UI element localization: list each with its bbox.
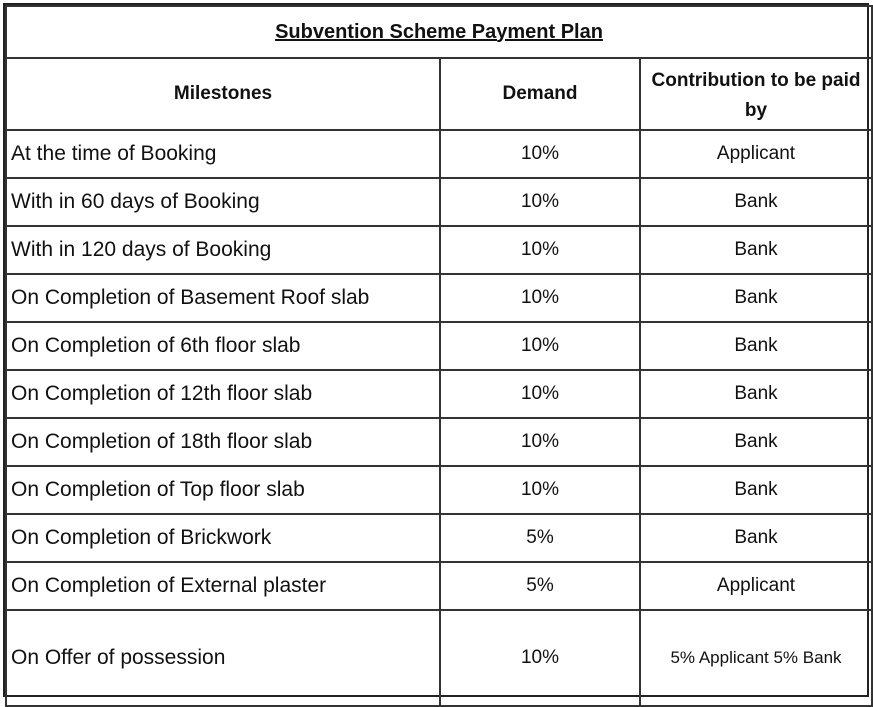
demand-cell: 10% [440, 466, 640, 514]
paid-by-cell: Bank [640, 466, 872, 514]
column-header-contribution: Contribution to be paid by [640, 58, 872, 130]
milestone-cell: On Offer of possession [6, 610, 440, 706]
demand-cell: 10% [440, 322, 640, 370]
paid-by-cell: Bank [640, 322, 872, 370]
table-row [6, 226, 872, 274]
milestone-cell: On Completion of 18th floor slab [6, 418, 440, 466]
demand-cell: 10% [440, 274, 640, 322]
table-row [6, 562, 872, 610]
milestone-cell: With in 120 days of Booking [6, 226, 440, 274]
paid-by-cell: Bank [640, 274, 872, 322]
paid-by-cell: Applicant [640, 130, 872, 178]
payment-plan-table [5, 5, 873, 707]
paid-by-cell: 5% Applicant 5% Bank [640, 610, 872, 706]
paid-by-cell: Bank [640, 514, 872, 562]
demand-cell: 5% [440, 514, 640, 562]
table-row [6, 466, 872, 514]
demand-cell: 10% [440, 178, 640, 226]
paid-by-cell: Applicant [640, 562, 872, 610]
table-row [6, 418, 872, 466]
milestone-cell: On Completion of External plaster [6, 562, 440, 610]
demand-cell: 10% [440, 418, 640, 466]
demand-cell: 5% [440, 562, 640, 610]
demand-cell: 10% [440, 130, 640, 178]
demand-cell: 10% [440, 226, 640, 274]
table-title: Subvention Scheme Payment Plan [275, 20, 603, 43]
demand-cell: 10% [440, 610, 640, 706]
title-row [6, 6, 872, 58]
milestone-cell: On Completion of 12th floor slab [6, 370, 440, 418]
table-row [6, 610, 872, 706]
table-row [6, 178, 872, 226]
table-row [6, 370, 872, 418]
column-header-milestones: Milestones [6, 58, 440, 130]
milestone-cell: With in 60 days of Booking [6, 178, 440, 226]
demand-cell: 10% [440, 370, 640, 418]
header-row [6, 58, 872, 130]
milestone-cell: On Completion of Top floor slab [6, 466, 440, 514]
paid-by-cell: Bank [640, 226, 872, 274]
milestone-cell: On Completion of Brickwork [6, 514, 440, 562]
milestone-cell: On Completion of Basement Roof slab [6, 274, 440, 322]
paid-by-cell: Bank [640, 178, 872, 226]
column-header-demand: Demand [440, 58, 640, 130]
table-row [6, 274, 872, 322]
payment-plan-sheet [3, 3, 869, 697]
table-row [6, 130, 872, 178]
milestone-cell: At the time of Booking [6, 130, 440, 178]
milestone-cell: On Completion of 6th floor slab [6, 322, 440, 370]
table-row [6, 514, 872, 562]
table-title-cell [6, 6, 872, 58]
paid-by-cell: Bank [640, 370, 872, 418]
table-row [6, 322, 872, 370]
paid-by-cell: Bank [640, 418, 872, 466]
